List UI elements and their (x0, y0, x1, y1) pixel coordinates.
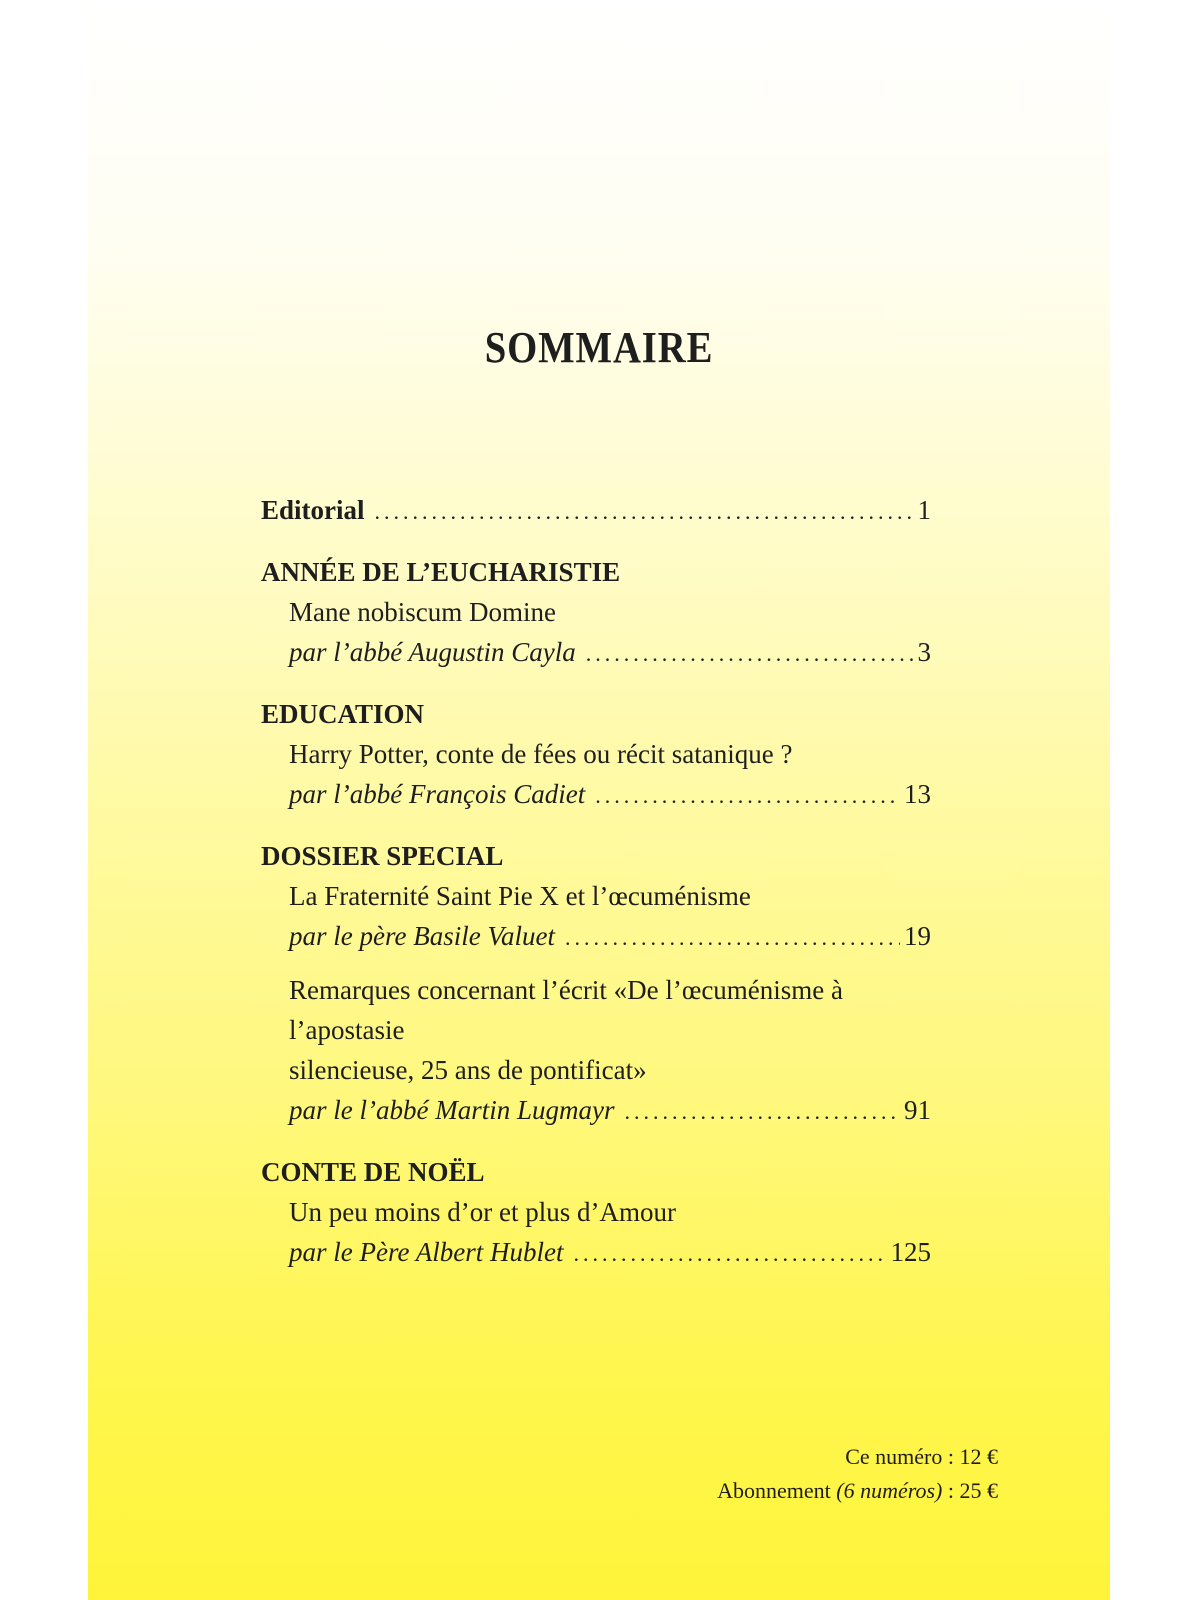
dot-leader (586, 634, 914, 674)
article-title-line2: silencieuse, 25 ans de pontificat» (289, 1055, 647, 1085)
toc-entry-author (261, 1090, 931, 1132)
toc-page-number: 19 (904, 921, 931, 951)
toc-page-number: 13 (904, 779, 931, 809)
toc-entry-author (261, 1232, 931, 1274)
toc-entry-author (261, 774, 931, 816)
toc-page-number: 91 (904, 1095, 931, 1125)
section-heading: ANNÉE DE L’EUCHARISTIE (261, 557, 621, 587)
toc-entry-author (261, 916, 931, 958)
dot-leader (624, 1092, 900, 1132)
toc-page-number: 3 (917, 637, 931, 667)
article-title: Harry Potter, conte de fées ou récit satanique ? (289, 739, 793, 769)
page-title: SOMMAIRE (484, 323, 714, 372)
toc-editorial-label: Editorial (261, 495, 365, 525)
article-title: Mane nobiscum Domine (289, 597, 556, 627)
article-author: par le Père Albert Hublet (289, 1237, 564, 1267)
toc-page-number: 1 (917, 495, 931, 525)
toc-entry-author (261, 632, 931, 674)
toc-page-number: 125 (890, 1237, 931, 1267)
article-title: Un peu moins d’or et plus d’Amour (289, 1197, 676, 1227)
article-author: par l’abbé François Cadiet (289, 779, 586, 809)
article-title: La Fraternité Saint Pie X et l’œcuménisme (289, 881, 751, 911)
dot-leader (565, 918, 900, 958)
document-page (88, 0, 1110, 1600)
article-author: par le père Basile Valuet (289, 921, 555, 951)
issue-price: Ce numéro : 12 € (845, 1444, 998, 1469)
dot-leader (375, 492, 914, 532)
dot-leader (595, 776, 900, 816)
article-author: par l’abbé Augustin Cayla (289, 637, 576, 667)
section-heading: DOSSIER SPECIAL (261, 841, 504, 871)
subscription-price (717, 1474, 998, 1508)
article-author: par le l’abbé Martin Lugmayr (289, 1095, 615, 1125)
article-title-line1: Remarques concernant l’écrit «De l’œcuménisme à l’apostasie (289, 975, 844, 1045)
section-heading: CONTE DE NOËL (261, 1157, 485, 1187)
toc-entry-editorial (261, 490, 931, 532)
subscription-suffix: : 25 € (942, 1478, 998, 1503)
table-of-contents (261, 490, 931, 1274)
price-info (717, 1440, 998, 1508)
dot-leader (573, 1234, 886, 1274)
subscription-prefix: Abonnement (717, 1478, 837, 1503)
subscription-italic: (6 numéros) (836, 1478, 943, 1503)
section-heading: EDUCATION (261, 699, 425, 729)
